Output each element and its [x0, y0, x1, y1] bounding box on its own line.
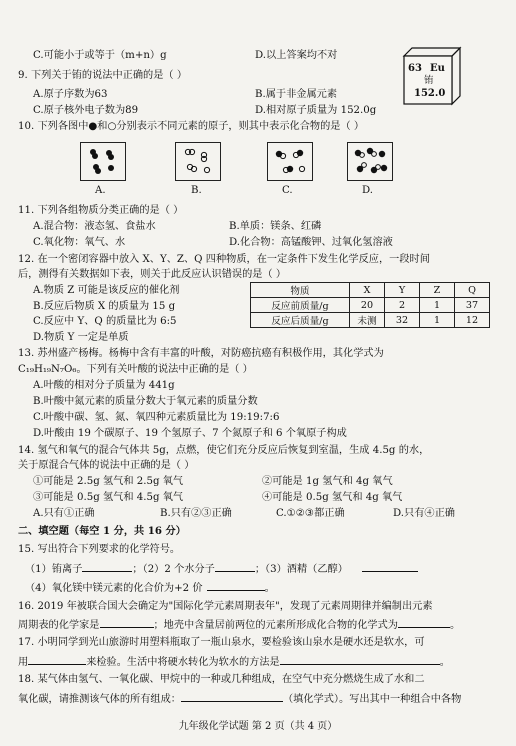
q15-line2: （4）氧化镁中镁元素的化合价为+2 价 。 — [25, 580, 275, 595]
q18-line1: 18. 某气体由氢气、一氧化碳、甲烷中的一种或几种组成，在空气中充分燃烧生成了水和二 — [18, 674, 425, 685]
table-header-row — [251, 283, 490, 298]
table-cell: 1 — [420, 313, 455, 328]
q10-box-d — [347, 142, 393, 181]
q13-stem-line1: 13. 苏州盛产杨梅。杨梅中含有丰富的叶酸，对防癌抗癌有积极作用，其化学式为 — [18, 348, 384, 359]
q12-option-c: C.反应中 Y、Q 的质量比为 6:5 — [33, 316, 177, 327]
q11-option-d: D.化合物：高锰酸钾、过氧化氢溶液 — [229, 237, 393, 248]
q9-option-c: C.原子核外电子数为89 — [33, 105, 139, 116]
q10-label-d: D. — [362, 185, 374, 196]
q17-middle: 来检验。生活中将硬水转化为软水的方法是 — [86, 657, 280, 668]
q10-stem: 10. 下列各图中●和○分别表示不同元素的原子，则其中表示化合物的是（ ） — [18, 121, 365, 132]
q14-stem-line1: 14. 氢气和氧气的混合气体共 5g，点燃，使它们充分反应后恢复到室温，生成 4.5g 的水， — [18, 445, 430, 456]
element-symbol: Eu — [430, 63, 445, 74]
q18-prefix: 氧化碳，请推测该气体的所有组成： — [18, 694, 181, 705]
table-cell: 1 — [420, 298, 455, 313]
q15-part1-label: （1）铕离子 — [25, 564, 83, 575]
q10-label-a: A. — [95, 185, 106, 196]
q13-option-c: C.叶酸中碳、氢、氮、氧四种元素质量比为 19:19:7:6 — [33, 412, 280, 423]
q11-option-a: A.混合物：液态氢、食盐水 — [33, 221, 156, 232]
element-number: 63 — [408, 63, 422, 74]
q16-prefix: 周期表的化学家是 — [18, 620, 100, 631]
q13-option-a: A.叶酸的相对分子质量为 441g — [33, 380, 175, 391]
q10-box-c-diagram — [268, 143, 312, 180]
q14-option-c: C.①②③都正确 — [276, 508, 345, 519]
q10-box-a-diagram — [81, 143, 125, 180]
table-cell: 未测 — [350, 313, 385, 328]
q18-answer-blank-1[interactable] — [181, 691, 283, 702]
q17-prefix: 用 — [18, 657, 29, 668]
q17-answer-blank-1[interactable] — [28, 654, 86, 665]
q13-stem-line2: C₁₉H₁₉N₇O₆。下列有关叶酸的说法中正确的是（ ） — [18, 364, 253, 375]
q11-stem: 11. 下列各组物质分类正确的是（ ） — [18, 205, 184, 216]
q15-answer-blank-4[interactable] — [207, 580, 265, 591]
q17-line2: 用 来检验。生活中将硬水转化为软水的方法是 。 — [18, 654, 450, 669]
q14-statement-4: ④可能是 0.5g 氢气和 4g 氧气 — [262, 492, 403, 503]
q17-answer-blank-2[interactable] — [280, 654, 440, 665]
q10-box-c — [267, 142, 313, 181]
q12-data-table — [250, 282, 490, 328]
element-mass: 152.0 — [414, 88, 446, 99]
q10-box-b-diagram — [176, 143, 220, 180]
q14-stem-line2: 关于原混合气体的说法中正确的是（ ） — [18, 460, 195, 471]
q15-stem: 15. 写出符合下列要求的化学符号。 — [18, 544, 181, 555]
q15-part2-label: ；（2）2 个水分子 — [132, 564, 215, 575]
q14-option-b: B.只有②③正确 — [160, 508, 232, 519]
table-cell: 2 — [385, 298, 420, 313]
q15-answer-blank-2[interactable] — [215, 561, 255, 572]
q16-middle: ；地壳中含量居前两位的元素所形成化合物的化学式为 — [153, 620, 398, 631]
table-cell: 20 — [350, 298, 385, 313]
q10-box-a — [80, 142, 126, 181]
q9-stem: 9. 下列关于铕的说法中正确的是（ ） — [18, 70, 188, 81]
q8-option-c: C.可能小于或等于（m+n）g — [33, 50, 167, 61]
table-header-cell: Y — [385, 283, 420, 298]
q14-option-d: D.只有④正确 — [393, 508, 455, 519]
q11-option-c: C.氧化物：氧气、水 — [33, 237, 126, 248]
q8-option-d: D.以上答案均不对 — [255, 50, 338, 61]
q12-option-a: A.物质 Z 可能是该反应的催化剂 — [33, 285, 180, 296]
q13-option-b: B.叶酸中氮元素的质量分数大于氧元素的质量分数 — [33, 396, 258, 407]
q14-statement-3: ③可能是 0.5g 氢气和 4.5g 氧气 — [33, 492, 184, 503]
q15-line1 — [25, 561, 418, 576]
q16-answer-blank-2[interactable] — [398, 617, 450, 628]
table-row — [251, 313, 490, 328]
q18-line2 — [18, 691, 461, 706]
table-header-cell: X — [350, 283, 385, 298]
element-name: 铕 — [424, 75, 434, 86]
q14-statement-2: ②可能是 1g 氢气和 4g 氧气 — [262, 476, 393, 487]
table-cell: 反应后质量/g — [251, 313, 350, 328]
q16-line1: 16. 2019 年被联合国大会确定为"国际化学元素周期表年"，发现了元素周期律并编制出元素 — [18, 601, 433, 612]
q12-stem-line1: 12. 在一个密闭容器中放入 X、Y、Z、Q 四种物质，在一定条件下发生化学反应，一段时间 — [18, 254, 430, 265]
q16-line2: 周期表的化学家是 ；地壳中含量居前两位的元素所形成化合物的化学式为 。 — [18, 617, 460, 632]
q14-option-a: A.只有①正确 — [33, 508, 95, 519]
q14-statement-1: ①可能是 2.5g 氢气和 2.5g 氧气 — [33, 476, 184, 487]
table-cell: 12 — [455, 313, 490, 328]
section-title: 二、填空题（每空 1 分，共 16 分） — [18, 525, 186, 537]
q18-suffix: （填化学式）。写出其中一种组合中各物 — [283, 694, 462, 705]
q15-part4-label: （4）氧化镁中镁元素的化合价为+2 价 — [25, 583, 203, 594]
q9-option-b: B.属于非金属元素 — [255, 89, 338, 100]
table-row — [251, 298, 490, 313]
q12-stem-line2: 后，测得有关数据如下表，则关于此反应认识错误的是（ ） — [18, 269, 287, 280]
table-cell: 反应前质量/g — [251, 298, 350, 313]
q10-box-b — [175, 142, 221, 181]
table-header-cell: 物质 — [251, 283, 350, 298]
q9-option-a: A.原子序数为63 — [33, 89, 108, 100]
q16-answer-blank-1[interactable] — [100, 617, 154, 628]
table-header-cell: Q — [455, 283, 490, 298]
q17-line1: 17. 小明同学到光山旅游时用塑料瓶取了一瓶山泉水，要检验该山泉水是硬水还是软水，可 — [18, 637, 425, 648]
table-cell: 32 — [385, 313, 420, 328]
q10-label-c: C. — [282, 185, 293, 196]
q12-option-b: B.反应后物质 X 的质量为 15 g — [33, 301, 176, 312]
q10-label-b: B. — [191, 185, 202, 196]
q15-answer-blank-1[interactable] — [82, 561, 132, 572]
table-header-cell: Z — [420, 283, 455, 298]
q15-answer-blank-3[interactable] — [362, 561, 418, 572]
q10-box-d-diagram — [348, 143, 392, 180]
q11-option-b: B.单质：镁条、红磷 — [229, 221, 322, 232]
q12-option-d: D.物质 Y 一定是单质 — [33, 332, 129, 343]
table-cell: 37 — [455, 298, 490, 313]
page-footer: 九年级化学试题 第 2 页（共 4 页） — [178, 721, 338, 732]
q15-part3-label: ；（3）酒精（乙醇） — [254, 564, 348, 575]
q9-option-d: D.相对原子质量为 152.0g — [255, 105, 377, 116]
q13-option-d: D.叶酸由 19 个碳原子、19 个氢原子、7 个氮原子和 6 个氧原子构成 — [33, 428, 347, 439]
